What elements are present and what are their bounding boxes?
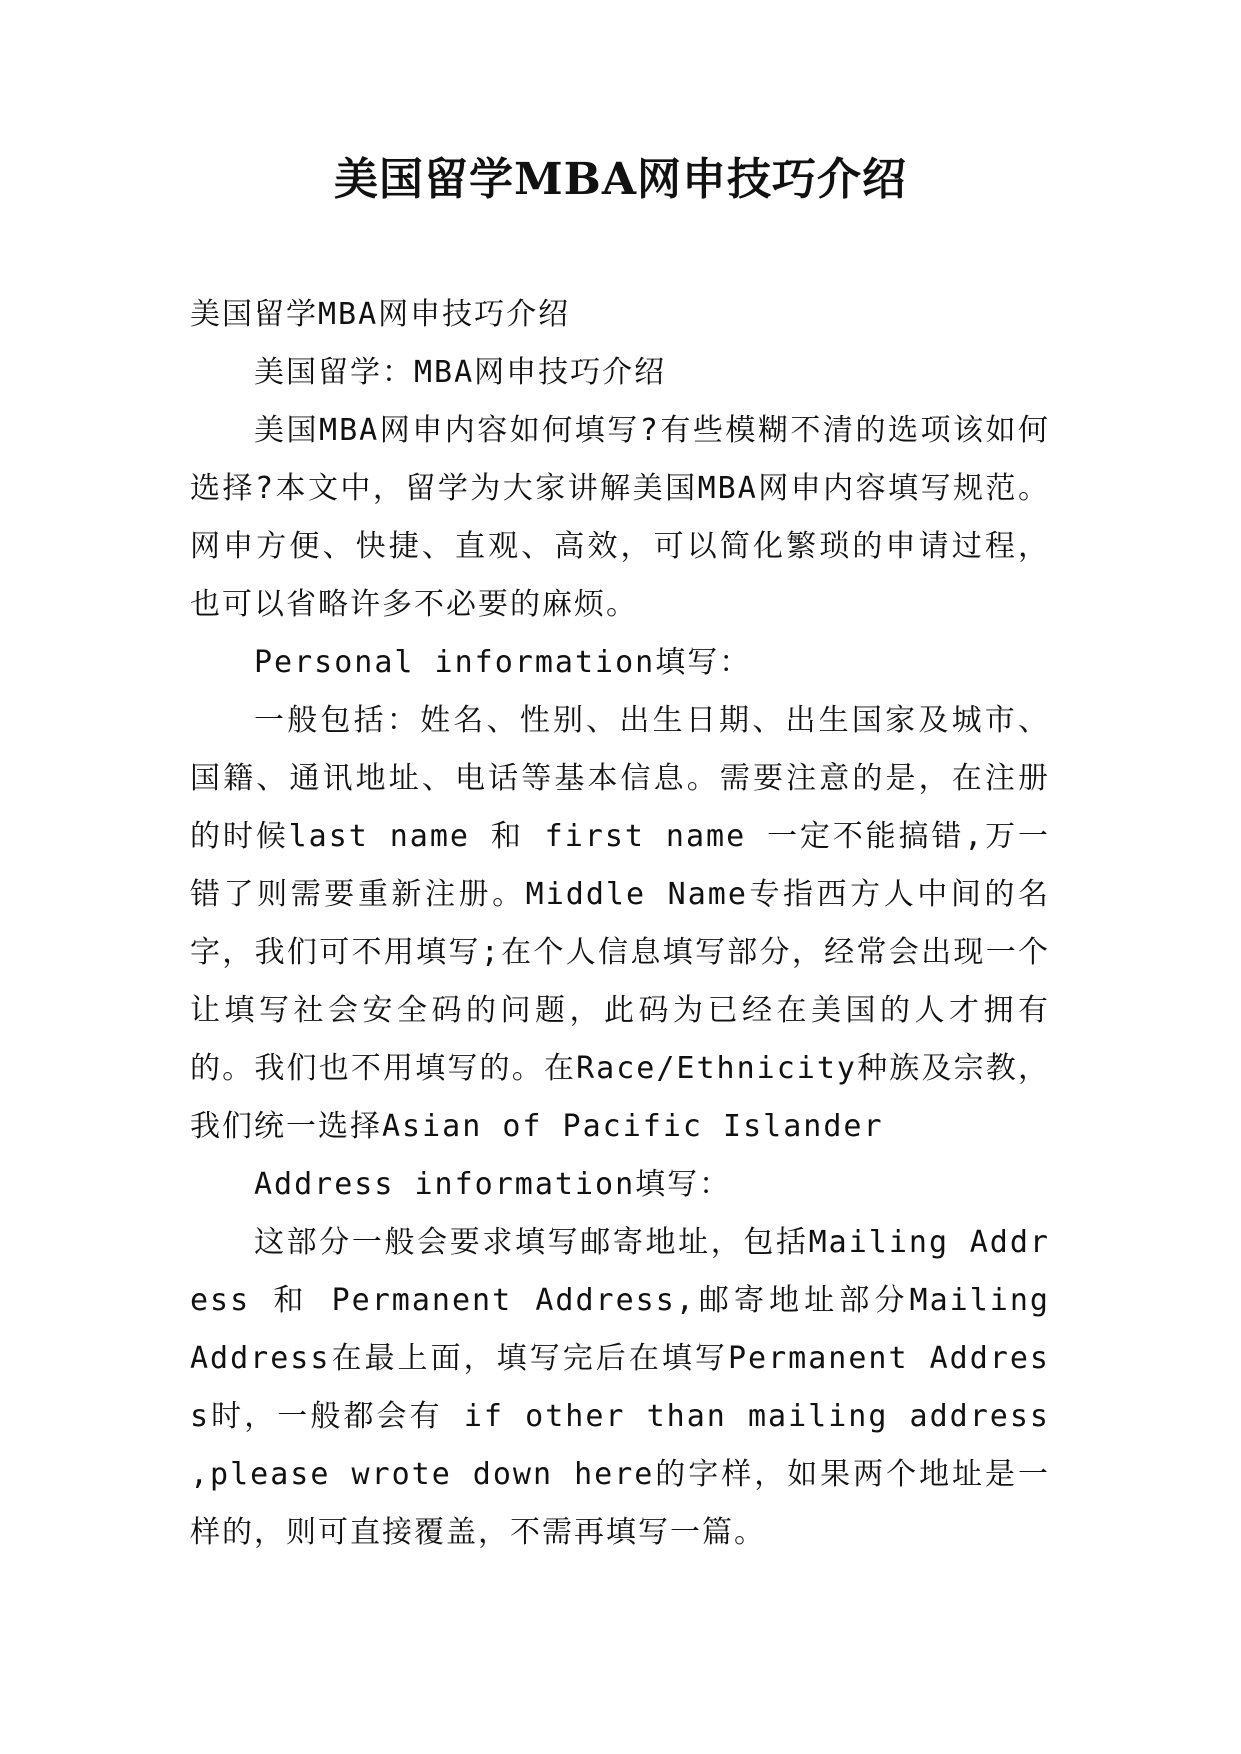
document-body: [190, 286, 1050, 1562]
document-title: 美国留学MBA网申技巧介绍: [333, 154, 908, 205]
section-heading-personal-information: Personal information填写：: [254, 645, 752, 680]
paragraph-address-information: 这部分一般会要求填写邮寄地址，包括Mailing Address 和 Permanent Address,邮寄地址部分Mailing Address在最上面，填写完后在填写Permanent Address时，一般都会有 if other than mailing address ,please wrote down here的字样，如果两个地址是一样的，则可直接覆盖，不需再填写一篇。: [190, 1225, 1050, 1550]
section-heading-address-information: Address information填写：: [254, 1167, 732, 1202]
paragraph-personal-information: 一般包括：姓名、性别、出生日期、出生国家及城市、国籍、通讯地址、电话等基本信息。需要注意的是，在注册的时候last name 和 first name 一定不能搞错,万一错了则需要重新注册。Middle Name专指西方人中间的名字，我们可不用填写;在个人信息填写部分，经常会出现一个让填写社会安全码的问题，此码为已经在美国的人才拥有的。我们也不用填写的。在Race/Ethnicity种族及宗教，我们统一选择Asian of Pacific Islander: [190, 703, 1050, 1144]
paragraph-heading: 美国留学：MBA网申技巧介绍: [254, 355, 667, 390]
paragraph-subtitle: 美国留学MBA网申技巧介绍: [190, 297, 571, 332]
paragraph-intro: 美国MBA网申内容如何填写?有些模糊不清的选项该如何选择?本文中，留学为大家讲解美国MBA网申内容填写规范。网申方便、快捷、直观、高效，可以简化繁琐的申请过程，也可以省略许多不必要的麻烦。: [190, 413, 1050, 622]
